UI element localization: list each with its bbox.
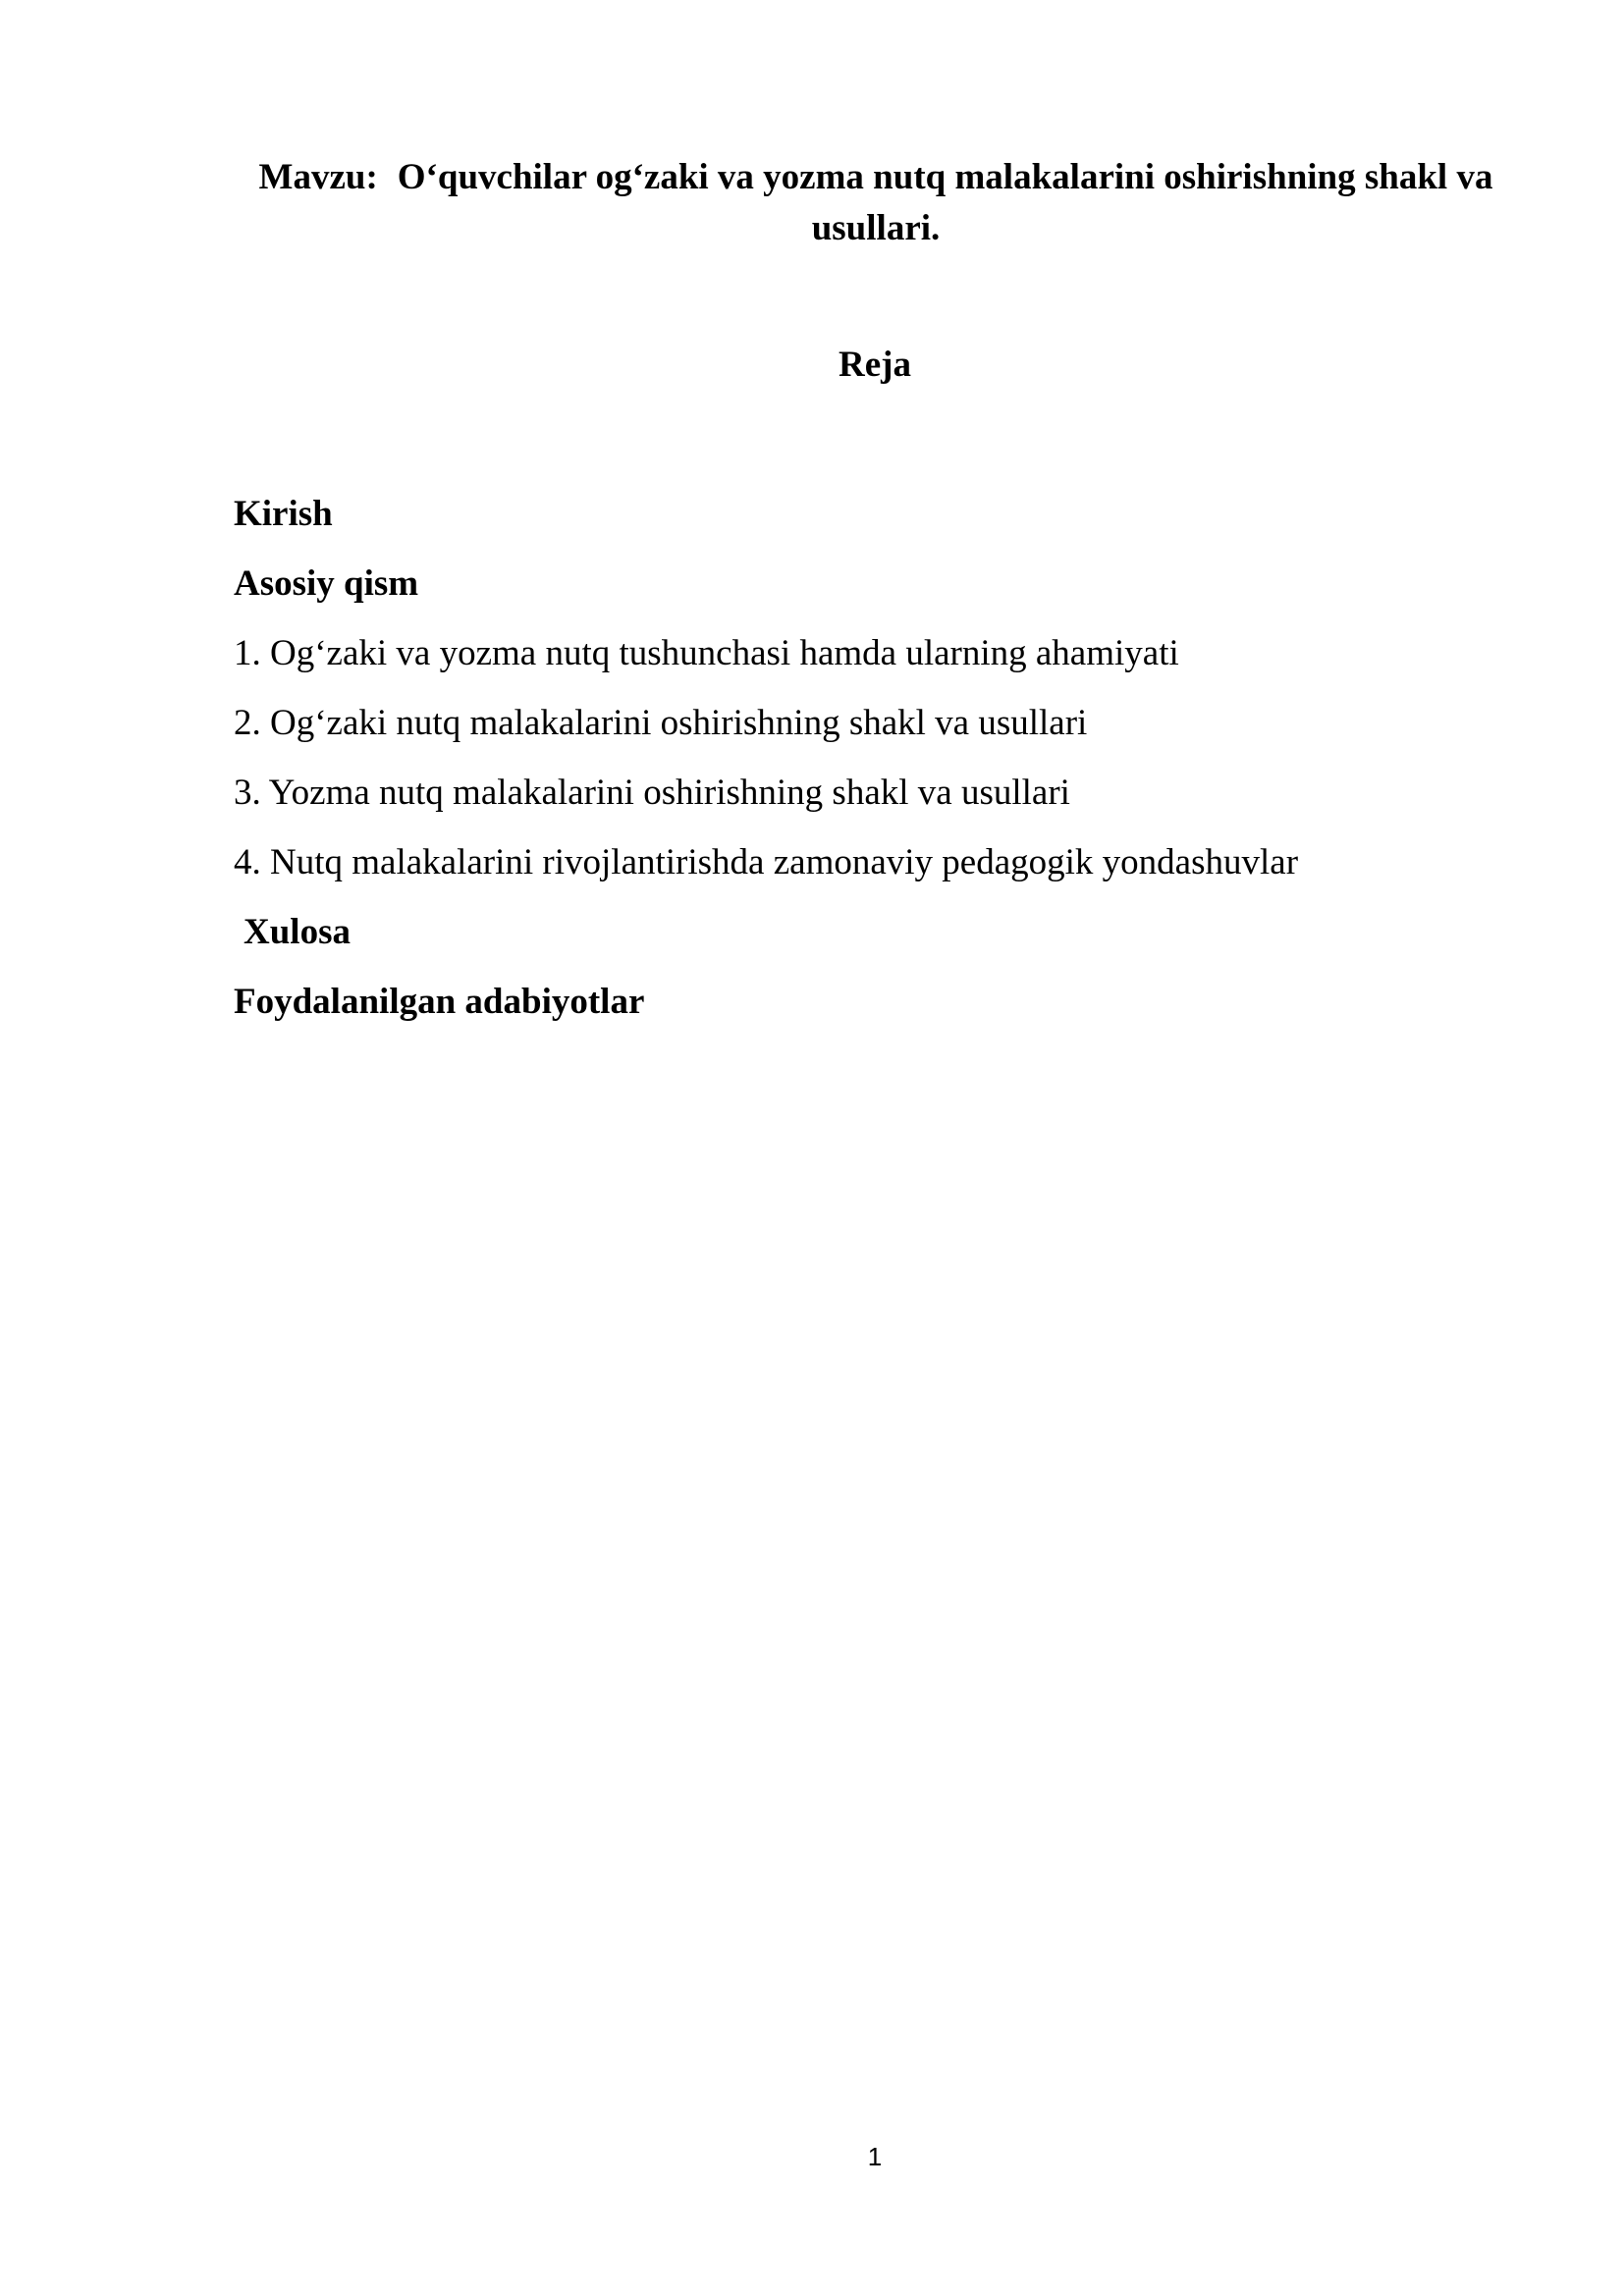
title-text: O‘quvchilar og‘zaki va yozma nutq malakalarini oshirishning shakl va usullari. [397, 157, 1493, 248]
title-label: Mavzu: [258, 157, 378, 197]
plan-main-part: Asosiy qism [234, 563, 419, 604]
plan-conclusion: Xulosa [244, 912, 351, 952]
page-title [232, 152, 1520, 254]
plan-intro: Kirish [234, 494, 333, 534]
plan-item-1: 1. Og‘zaki va yozma nutq tushunchasi hamda ularning ahamiyati [234, 633, 1179, 673]
plan-list [234, 479, 1510, 1037]
plan-references: Foydalanilgan adabiyotlar [234, 982, 645, 1022]
page-number: 1 [867, 2142, 883, 2171]
plan-heading: Reja [839, 345, 911, 385]
plan-item-2: 2. Og‘zaki nutq malakalarini oshirishning shakl va usullari [234, 703, 1088, 743]
plan-item-3: 3. Yozma nutq malakalarini oshirishning shakl va usullari [234, 773, 1070, 813]
plan-item-4: 4. Nutq malakalarini rivojlantirishda zamonaviy pedagogik yondashuvlar [234, 842, 1299, 882]
